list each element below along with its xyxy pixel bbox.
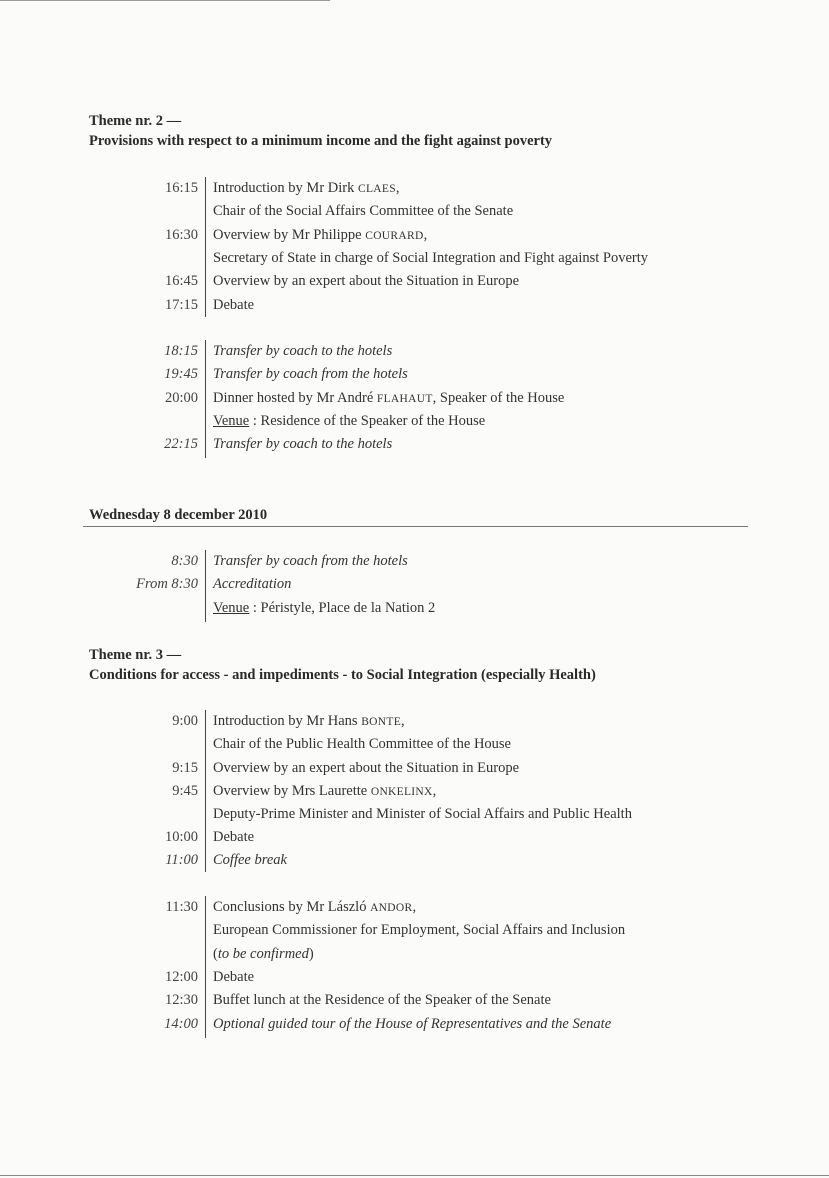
agenda-text: Transfer by coach from the hotels xyxy=(213,366,408,382)
day-rule xyxy=(83,526,748,527)
speaker-name: CLAES xyxy=(357,183,396,195)
day-heading: Wednesday 8 december 2010 xyxy=(89,507,268,523)
theme-2-label: Theme nr. 2 — xyxy=(89,113,182,129)
agenda-text: Introduction by Mr Hans BONTE, xyxy=(213,713,405,729)
time-label: 8:30 xyxy=(171,553,198,569)
time-label: 12:00 xyxy=(164,969,198,985)
venue-text: Venue : Residence of the Speaker of the House xyxy=(213,413,486,429)
time-label: 11:30 xyxy=(165,899,198,915)
time-label: 9:15 xyxy=(172,760,198,776)
agenda-text: Optional guided tour of the House of Representatives and the Senate xyxy=(213,1016,612,1032)
speaker-name: COURARD xyxy=(365,230,424,242)
agenda-text: Transfer by coach to the hotels xyxy=(213,436,393,452)
venue-label: Venue xyxy=(213,600,250,616)
time-label: 20:00 xyxy=(164,390,198,406)
speaker-name: ONKELINX xyxy=(370,786,433,798)
agenda-text: Buffet lunch at the Residence of the Speaker of the Senate xyxy=(213,992,551,1008)
schedule-divider xyxy=(205,710,206,872)
time-label: 12:30 xyxy=(164,992,198,1008)
agenda-text: Overview by an expert about the Situation in Europe xyxy=(213,273,520,289)
speaker-name: BONTE xyxy=(361,716,402,728)
agenda-text: Overview by an expert about the Situation in Europe xyxy=(213,760,520,776)
scan-edge-top xyxy=(0,0,330,1)
time-label: 9:45 xyxy=(172,783,198,799)
agenda-text: Conclusions by Mr László ANDOR, xyxy=(213,899,417,915)
theme-2-title: Provisions with respect to a minimum income and the fight against poverty xyxy=(89,133,553,149)
agenda-text: Overview by Mrs Laurette ONKELINX, xyxy=(213,783,437,799)
agenda-text: Deputy-Prime Minister and Minister of Social Affairs and Public Health xyxy=(213,806,632,822)
time-label: 9:00 xyxy=(172,713,198,729)
schedule-divider xyxy=(205,177,206,317)
agenda-text: Introduction by Mr Dirk CLAES, xyxy=(213,180,400,196)
agenda-text: Coffee break xyxy=(213,852,287,868)
time-label: 18:15 xyxy=(164,343,198,359)
theme-3-title: Conditions for access - and impediments - to Social Integration (especially Health) xyxy=(89,667,596,683)
venue-text: Venue : Péristyle, Place de la Nation 2 xyxy=(213,600,436,616)
schedule-divider xyxy=(205,550,206,622)
agenda-text: Transfer by coach to the hotels xyxy=(213,343,393,359)
time-label: 16:30 xyxy=(164,227,198,243)
agenda-note: (to be confirmed) xyxy=(213,946,314,962)
agenda-text: Chair of the Social Affairs Committee of the Senate xyxy=(213,203,514,219)
speaker-name: FLAHAUT xyxy=(376,393,433,405)
venue-label: Venue xyxy=(213,413,250,429)
time-label: From 8:30 xyxy=(136,576,198,592)
time-label: 14:00 xyxy=(164,1016,198,1032)
agenda-text: Accreditation xyxy=(213,576,292,592)
time-label: 22:15 xyxy=(164,436,198,452)
time-label: 16:15 xyxy=(164,180,198,196)
schedule-divider xyxy=(205,896,206,1038)
time-label: 17:15 xyxy=(164,297,198,313)
time-label: 10:00 xyxy=(164,829,198,845)
agenda-text: Dinner hosted by Mr André FLAHAUT, Speaker of the House xyxy=(213,390,565,406)
time-label: 11:00 xyxy=(165,852,198,868)
agenda-text: Debate xyxy=(213,969,255,985)
agenda-text: European Commissioner for Employment, Social Affairs and Inclusion xyxy=(213,922,626,938)
schedule-divider xyxy=(205,340,206,458)
agenda-text: Transfer by coach from the hotels xyxy=(213,553,408,569)
speaker-name: ANDOR xyxy=(370,902,413,914)
time-label: 19:45 xyxy=(164,366,198,382)
scan-edge-bottom xyxy=(0,1175,829,1176)
agenda-text: Overview by Mr Philippe COURARD, xyxy=(213,227,428,243)
agenda-text: Chair of the Public Health Committee of the House xyxy=(213,736,511,752)
agenda-text: Debate xyxy=(213,297,255,313)
agenda-text: Debate xyxy=(213,829,255,845)
agenda-text: Secretary of State in charge of Social Integration and Fight against Poverty xyxy=(213,250,649,266)
theme-3-label: Theme nr. 3 — xyxy=(89,647,182,663)
time-label: 16:45 xyxy=(164,273,198,289)
